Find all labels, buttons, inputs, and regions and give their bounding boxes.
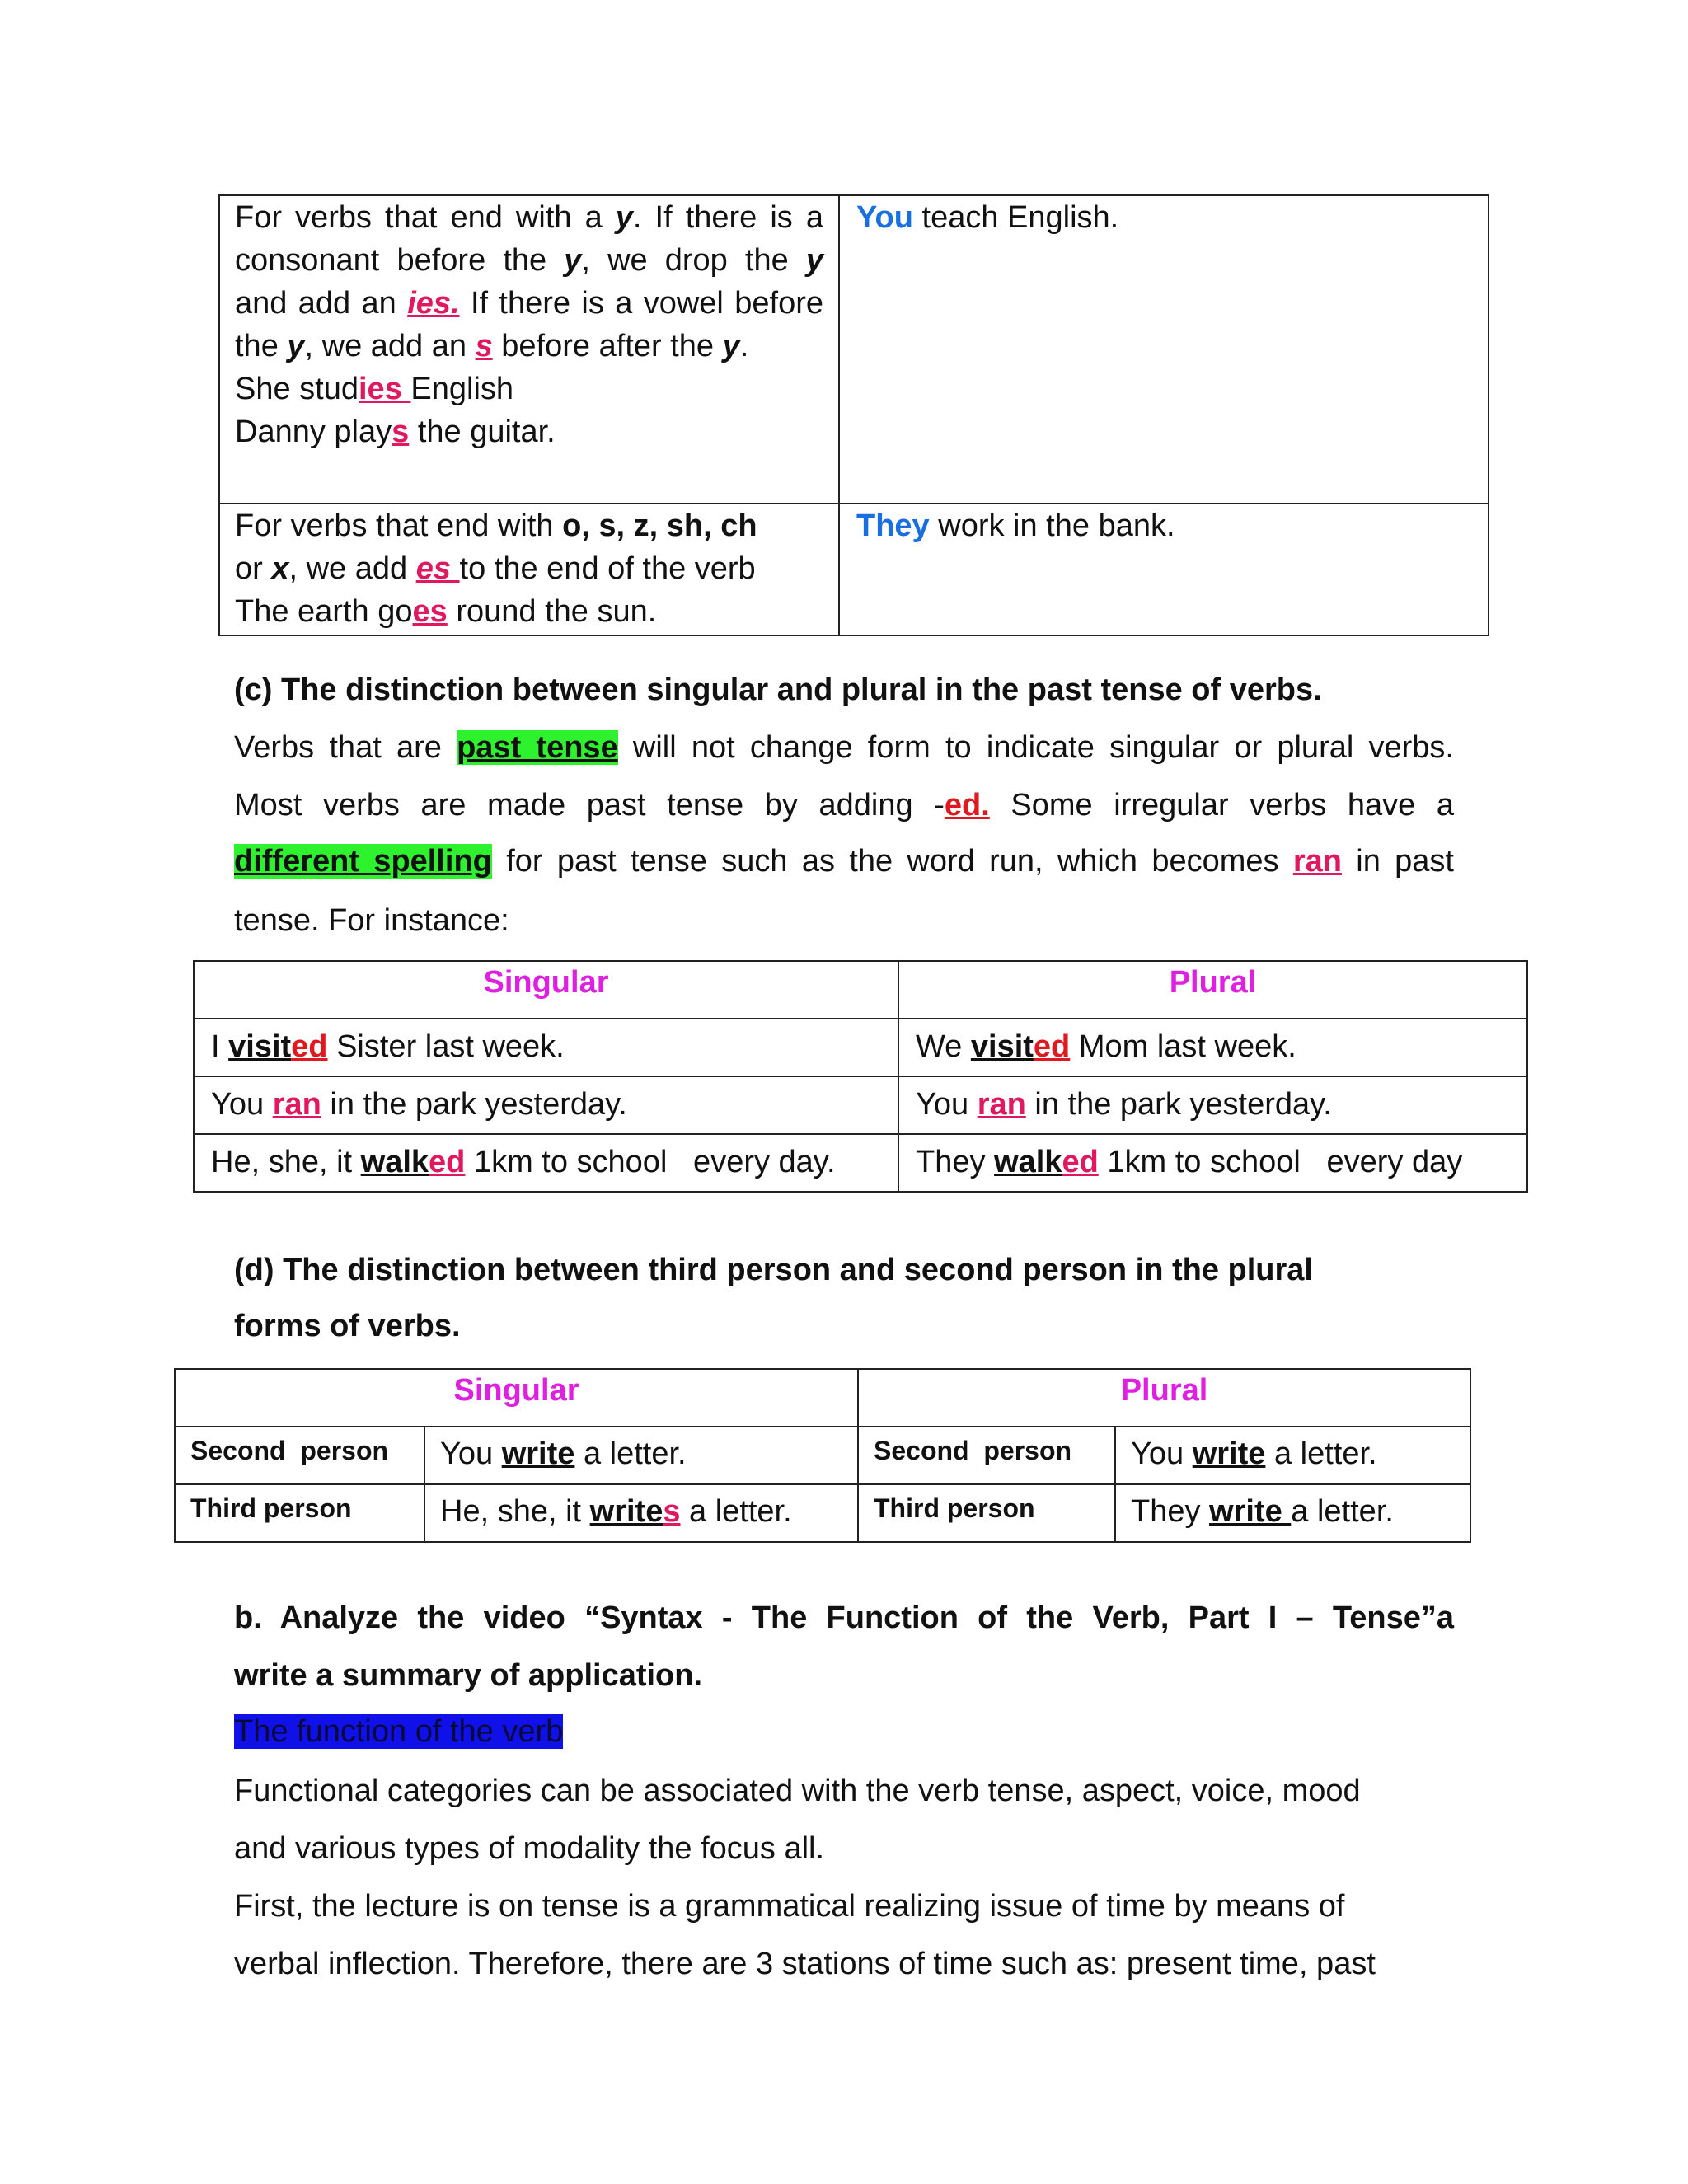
section-c-line1: Verbs that are past tense will not change form to indicate singular or plural verbs. <box>234 730 1454 765</box>
table-header-row <box>175 1369 1470 1427</box>
section-c-line2: Most verbs are made past tense by adding -ed. Some irregular verbs have a <box>234 788 1454 823</box>
example-cell-they: They work in the bank. <box>839 504 1489 635</box>
singular-cell: He, she, it writes a letter. <box>424 1484 858 1542</box>
singular-cell: He, she, it walked 1km to school every day. <box>194 1134 898 1192</box>
row-label: Third person <box>858 1484 1115 1542</box>
section-d-heading-line1: (d) The distinction between third person and second person in the plural <box>234 1253 1313 1287</box>
header-singular: Singular <box>175 1369 858 1427</box>
header-plural: Plural <box>898 961 1527 1019</box>
section-b-heading-line1: b. Analyze the video “Syntax - The Function of the Verb, Part I – Tense”a <box>234 1601 1454 1635</box>
singular-cell: You ran in the park yesterday. <box>194 1076 898 1134</box>
paragraph-line: verbal inflection. Therefore, there are 3 stations of time such as: present time, past <box>234 1947 1376 1981</box>
example-cell-you: You teach English. <box>839 195 1489 504</box>
function-of-verb-highlight: The function of the verb <box>234 1714 564 1749</box>
table-row <box>194 1076 1527 1134</box>
row-label: Second person <box>175 1427 424 1484</box>
table-row <box>175 1484 1470 1542</box>
table-past-tense <box>193 960 1528 1193</box>
plural-cell: You write a letter. <box>1115 1427 1470 1484</box>
row-label: Second person <box>858 1427 1115 1484</box>
example-goes: The earth goes round the sun. <box>235 594 657 629</box>
section-c-line4: tense. For instance: <box>234 903 509 938</box>
table-row <box>219 195 1489 504</box>
table-row <box>194 1134 1527 1192</box>
rule-cell-es: For verbs that end with o, s, z, sh, ch or x, we add es to the end of the verb The earth goes round the sun. <box>219 504 839 635</box>
section-d-heading-line2: forms of verbs. <box>234 1309 461 1343</box>
example-studies: She studies English <box>235 372 514 406</box>
plural-cell: You ran in the park yesterday. <box>898 1076 1527 1134</box>
table-person <box>174 1368 1471 1543</box>
table-row <box>175 1427 1470 1484</box>
header-singular: Singular <box>194 961 898 1019</box>
singular-cell: You write a letter. <box>424 1427 858 1484</box>
header-plural: Plural <box>858 1369 1470 1427</box>
table-row <box>194 1019 1527 1076</box>
row-label: Third person <box>175 1484 424 1542</box>
example-plays: Danny plays the guitar. <box>235 415 556 449</box>
paragraph-line: Functional categories can be associated with the verb tense, aspect, voice, mood <box>234 1774 1361 1808</box>
section-c-line3: different spelling for past tense such as the word run, which becomes ran in past <box>234 844 1454 879</box>
table-verb-rules <box>218 194 1489 636</box>
paragraph-line: First, the lecture is on tense is a grammatical realizing issue of time by means of <box>234 1889 1345 1924</box>
paragraph-line: and various types of modality the focus all. <box>234 1831 825 1866</box>
plural-cell: They walked 1km to school every day <box>898 1134 1527 1192</box>
plural-cell: They write a letter. <box>1115 1484 1470 1542</box>
section-c-heading: (c) The distinction between singular and plural in the past tense of verbs. <box>234 673 1322 707</box>
singular-cell: I visited Sister last week. <box>194 1019 898 1076</box>
plural-cell: We visited Mom last week. <box>898 1019 1527 1076</box>
table-header-row <box>194 961 1527 1019</box>
table-row <box>219 504 1489 635</box>
section-b-heading-line2: write a summary of application. <box>234 1658 703 1693</box>
rule-cell-y: For verbs that end with a y. If there is a consonant before the y, we drop the y and add an ies. If there is a vowel before the y, we add an s before after the y. She studies English Danny plays the guitar. <box>219 195 839 504</box>
